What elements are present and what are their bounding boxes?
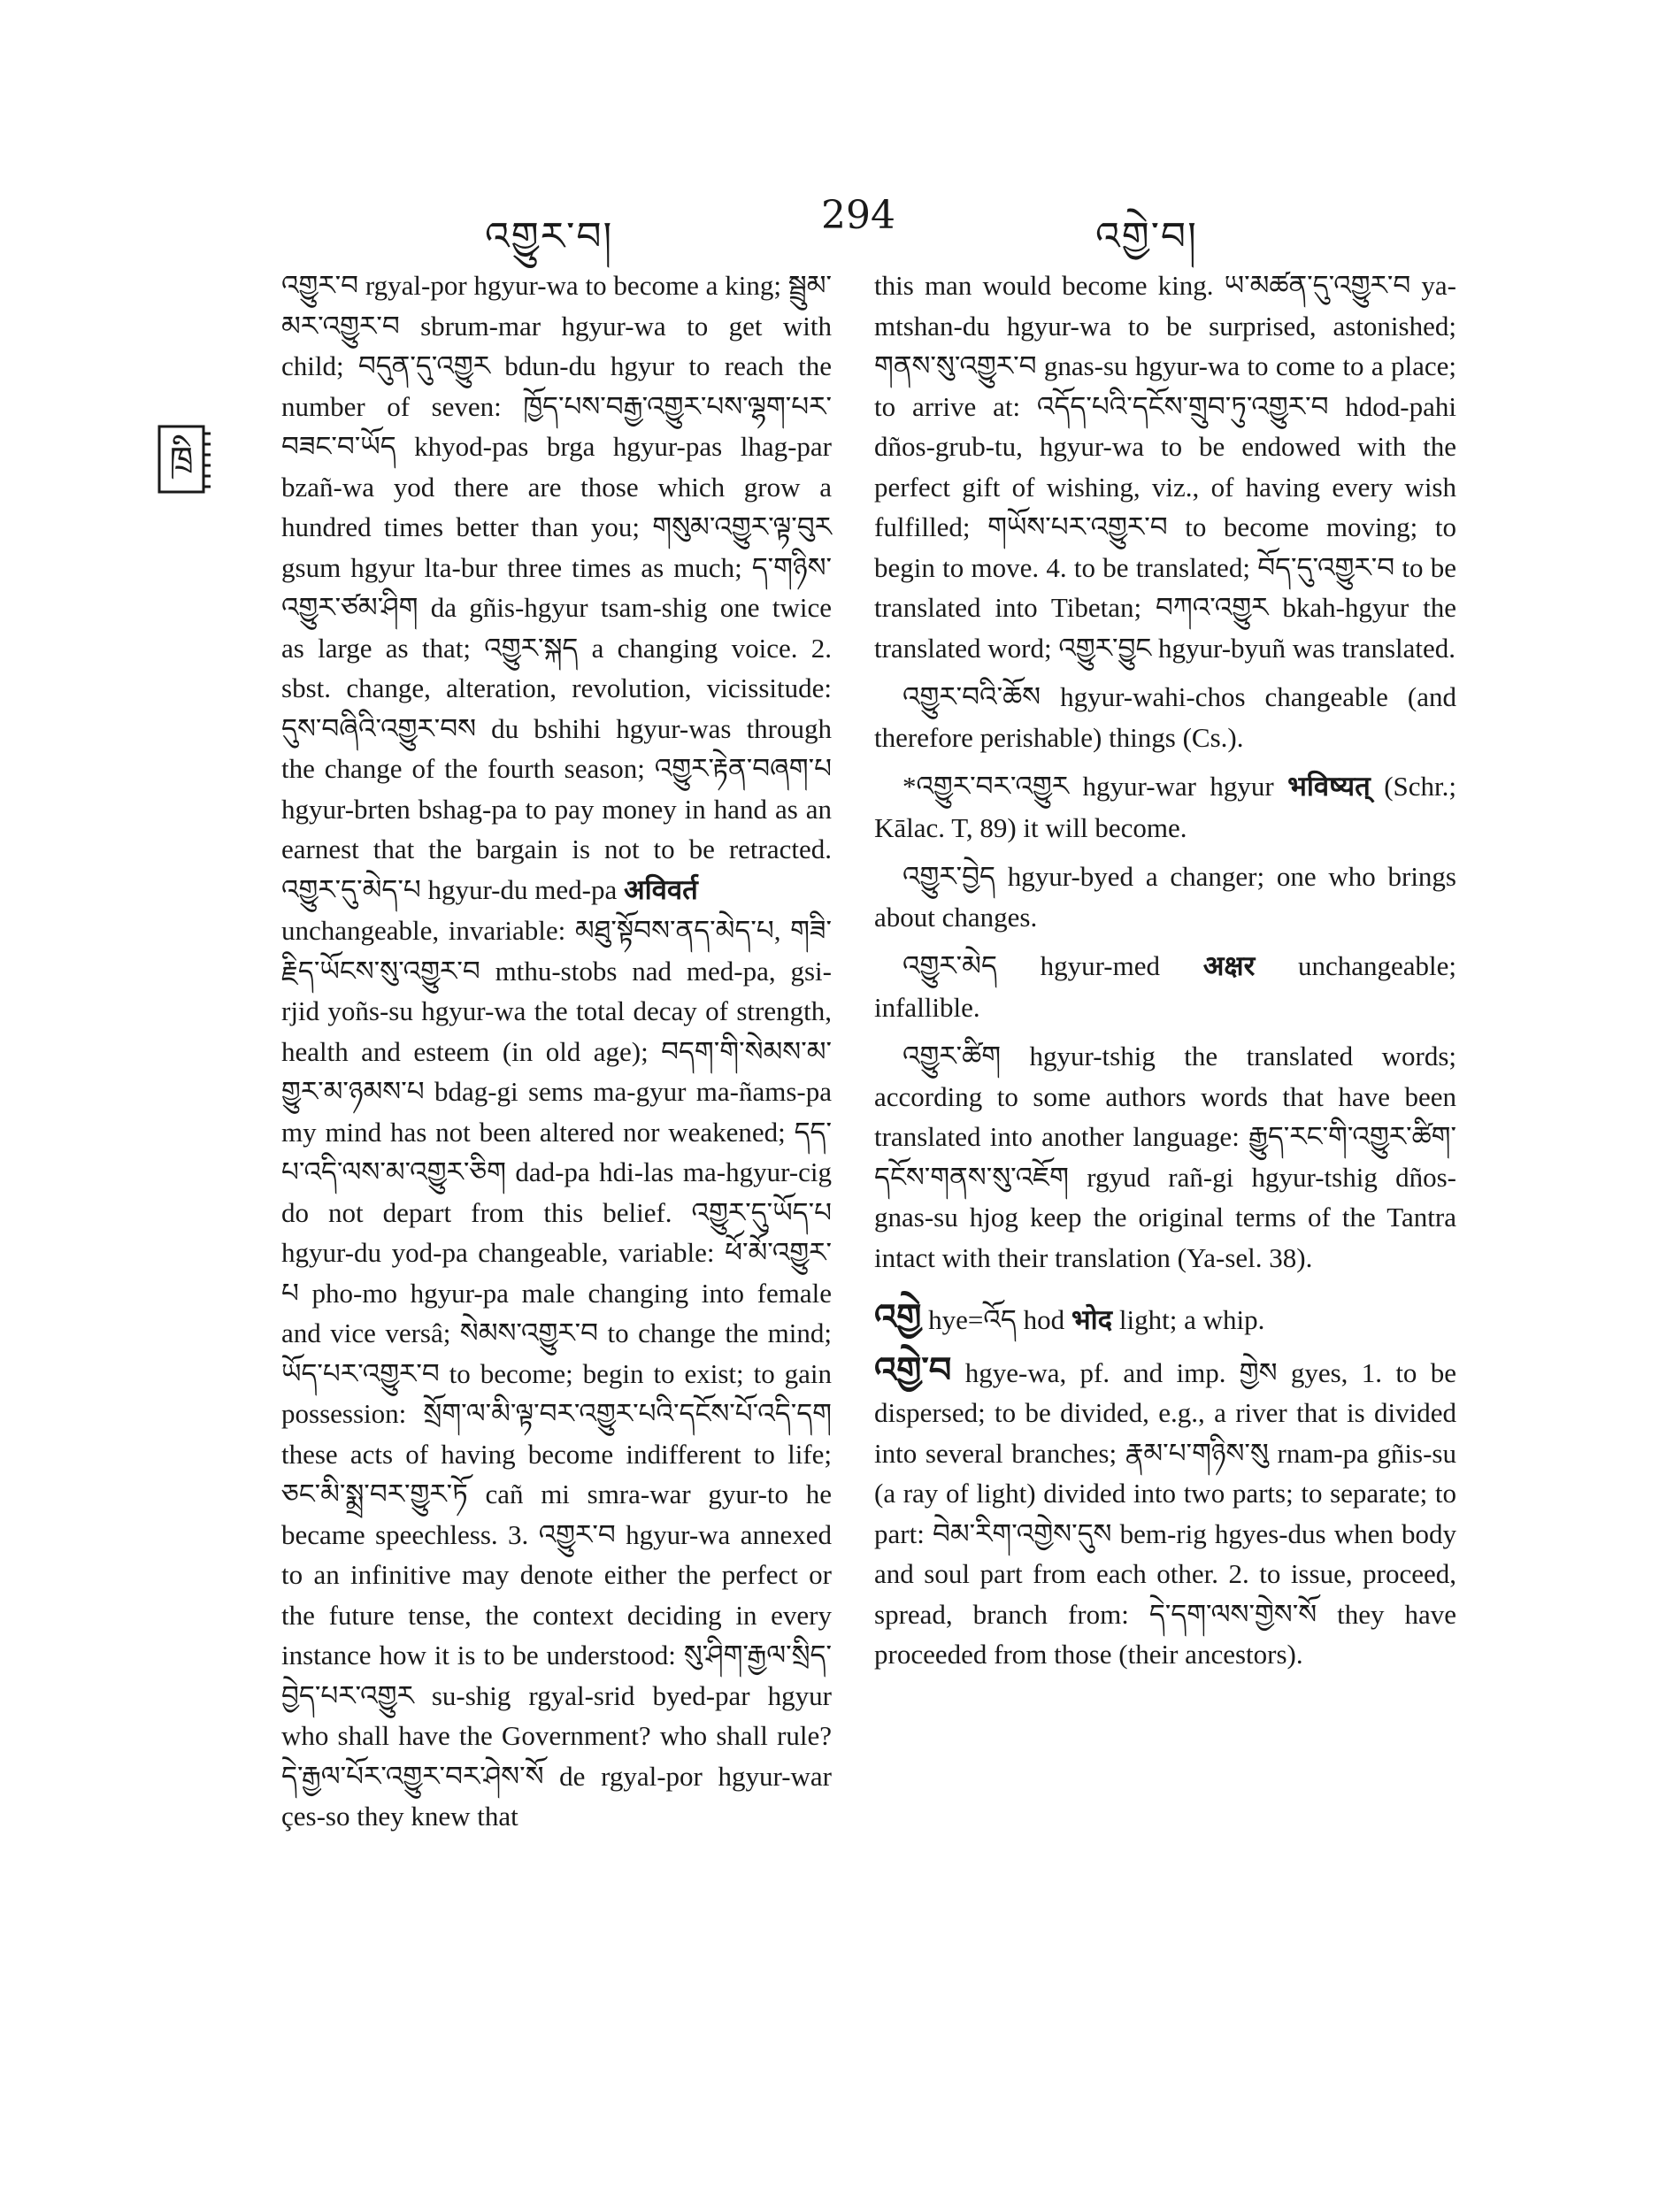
headword: འགྱེ་བ [874, 1349, 952, 1390]
entry-paragraph [281, 265, 832, 910]
entry-text: hgye-wa, pf. and imp. གྱེས gyes, 1. to be dispersed; to be divided, e.g., a river that is divided into several branches; རྣམ་པ་གཉིས་སུ rnam-pa gñis-su (a ray of light) divided into two parts; to separate; to part: བེམ་རིག་འགྱེས་དུས bem-rig hgyes-dus when body and soul part from each other. 2. to issue, proceed, spread, branch from: དེ་དག་ལས་གྱེས་སོ they have proceeded from those (their ancestors). [874, 1356, 1457, 1670]
entry-paragraph [874, 946, 1456, 1027]
entry-text: འགྱུར་བ rgyal-por hgyur-wa to become a king; སྦྲུམ་མར་འགྱུར་བ sbrum-mar hgyur-wa to get with child; བདུན་དུ་འགྱུར bdun-du hgyur to reach the number of seven: ཁྱོད་པས་བརྒྱ་འགྱུར་པས་ལྷག་པར་བཟང་བ་ཡོད khyod-pas brga hgyur-pas lhag-par bzañ-wa yod there are those which grow a hundred times better than you; གསུམ་འགྱུར་ལྟ་བུར gsum hgyur lta-bur three times as much; ད་གཉིས་འགྱུར་ཙམ་ཤིག da gñis-hgyur tsam-shig one twice as large as that; འགྱུར་སྐད a changing voice. 2. sbst. change, alteration, revolution, vicissitude: དུས་བཞིའི་འགྱུར་བས du bshihi hgyur-was through the change of the fourth season; འགྱུར་རྟེན་བཞག་པ hgyur-brten bshag-pa to pay money in hand as an earnest that the bargain is not to be retracted. འགྱུར་དུ་མེད་པ hgyur-du med-pa [281, 270, 832, 905]
entry-text: unchangeable; infallible. [874, 950, 1457, 1023]
entry-paragraph [874, 766, 1456, 848]
entry-paragraph: འགྱུར་བའི་ཆོས hgyur-wahi-chos changeable (and therefore perishable) things (Cs.). [874, 681, 1456, 753]
sanskrit-term: अविवर्त [623, 873, 698, 906]
entry-text: hye=འོད hod [928, 1304, 1065, 1335]
entry-text: light; a whip. [1118, 1304, 1265, 1335]
header-left-word: འགྱུར་བ། [485, 214, 614, 259]
sanskrit-term: भविष्यत् [1287, 771, 1371, 803]
entry-text: *འགྱུར་བར་འགྱུར hgyur-war hgyur [902, 771, 1274, 802]
entry-paragraph: this man would become king. ཡ་མཚན་དུ་འགྱུར་བ ya-mtshan-du hgyur-wa to be surprised, astonished; གནས་སུ་འགྱུར་བ gnas-su hgyur-wa to come to a place; to arrive at: འདོད་པའི་དངོས་གྲུབ་ཏུ་འགྱུར་བ hdod-pahi dños-grub-tu, hgyur-wa to be endowed with the perfect gift of wishing, viz., of having every wish fulfilled; གཡོས་པར་འགྱུར་བ to become moving; to begin to move. 4. to be translated; བོད་དུ་འགྱུར་བ to be translated into Tibetan; བཀའ་འགྱུར bkah-hgyur the translated word; འགྱུར་བྱུང hgyur-byuñ was translated. [874, 270, 1456, 664]
sanskrit-term: अक्षर [1202, 950, 1256, 982]
entry-paragraph: unchangeable, invariable: མཐུ་སྟོབས་ནད་མེད་པ, གཟི་རྗིད་ཡོངས་སུ་འགྱུར་བ mthu-stobs nad med-pa, gsi-rjid yoñs-su hgyur-wa the total decay of strength, health and esteem (in old age); བདག་གི་སེམས་མ་གྱུར་མ་ཉམས་པ bdag-gi sems ma-gyur ma-ñams-pa my mind has not been altered nor weakened; དད་པ་འདི་ལས་མ་འགྱུར་ཅིག dad-pa hdi-las ma-hgyur-cig do not depart from this belief. འགྱུར་དུ་ཡོད་པ hgyur-du yod-pa changeable, variable: ཕོ་མོ་འགྱུར་པ pho-mo hgyur-pa male changing into female and vice versâ; སེམས་འགྱུར་བ to change the mind; ཡོད་པར་འགྱུར་བ to become; begin to exist; to gain possession: སྲོག་ལ་མི་ལྟ་བར་འགྱུར་པའི་དངོས་པོ་འདི་དག these acts of having become indifferent to life; ཅང་མི་སྨྲ་བར་གྱུར་ཏོ cañ mi smra-war gyur-to he became speechless. 3. འགྱུར་བ hgyur-wa annexed to an infinitive may denote either the perfect or the future tense, the context deciding in every instance how it is to be understood: སུ་ཤིག་རྒྱལ་སྲིད་བྱེད་པར་འགྱུར su-shig rgyal-srid byed-par hgyur who shall have the Government? who shall rule? དེ་རྒྱལ་པོར་འགྱུར་བར་ཤེས་སོ de rgyal-por hgyur-war çes-so they knew that [281, 915, 832, 1832]
sanskrit-term: भोद [1071, 1304, 1113, 1336]
thumb-index-tab [157, 423, 212, 495]
right-column [874, 265, 1456, 1675]
page-number: 294 [821, 193, 895, 238]
entry-paragraph: འགྱུར་བྱེད hgyur-byed a changer; one who brings about changes. [874, 861, 1456, 933]
running-header [0, 193, 1659, 259]
entry-text: འགྱུར་མེད hgyur-med [902, 950, 1160, 981]
headword: འགྱེ [874, 1297, 922, 1337]
entry-paragraph [874, 1297, 1456, 1341]
left-column [281, 265, 832, 1837]
entry-paragraph [874, 1350, 1456, 1675]
svg-text:ཁྲི: ཁྲི [169, 440, 194, 479]
header-right-word: འགྱེ་བ། [1095, 214, 1198, 259]
entry-paragraph: འགྱུར་ཚིག hgyur-tshig the translated words; according to some authors words that have been translated into another language: རྒྱུད་རང་གི་འགྱུར་ཚིག་དངོས་གནས་སུ་འཇོག rgyud rañ-gi hgyur-tshig dños-gnas-su hjog keep the original terms of the Tantra intact with their translation (Ya-sel. 38). [874, 1041, 1456, 1273]
entry-text: (Schr.; Kālac. T, 89) it will become. [874, 771, 1457, 843]
